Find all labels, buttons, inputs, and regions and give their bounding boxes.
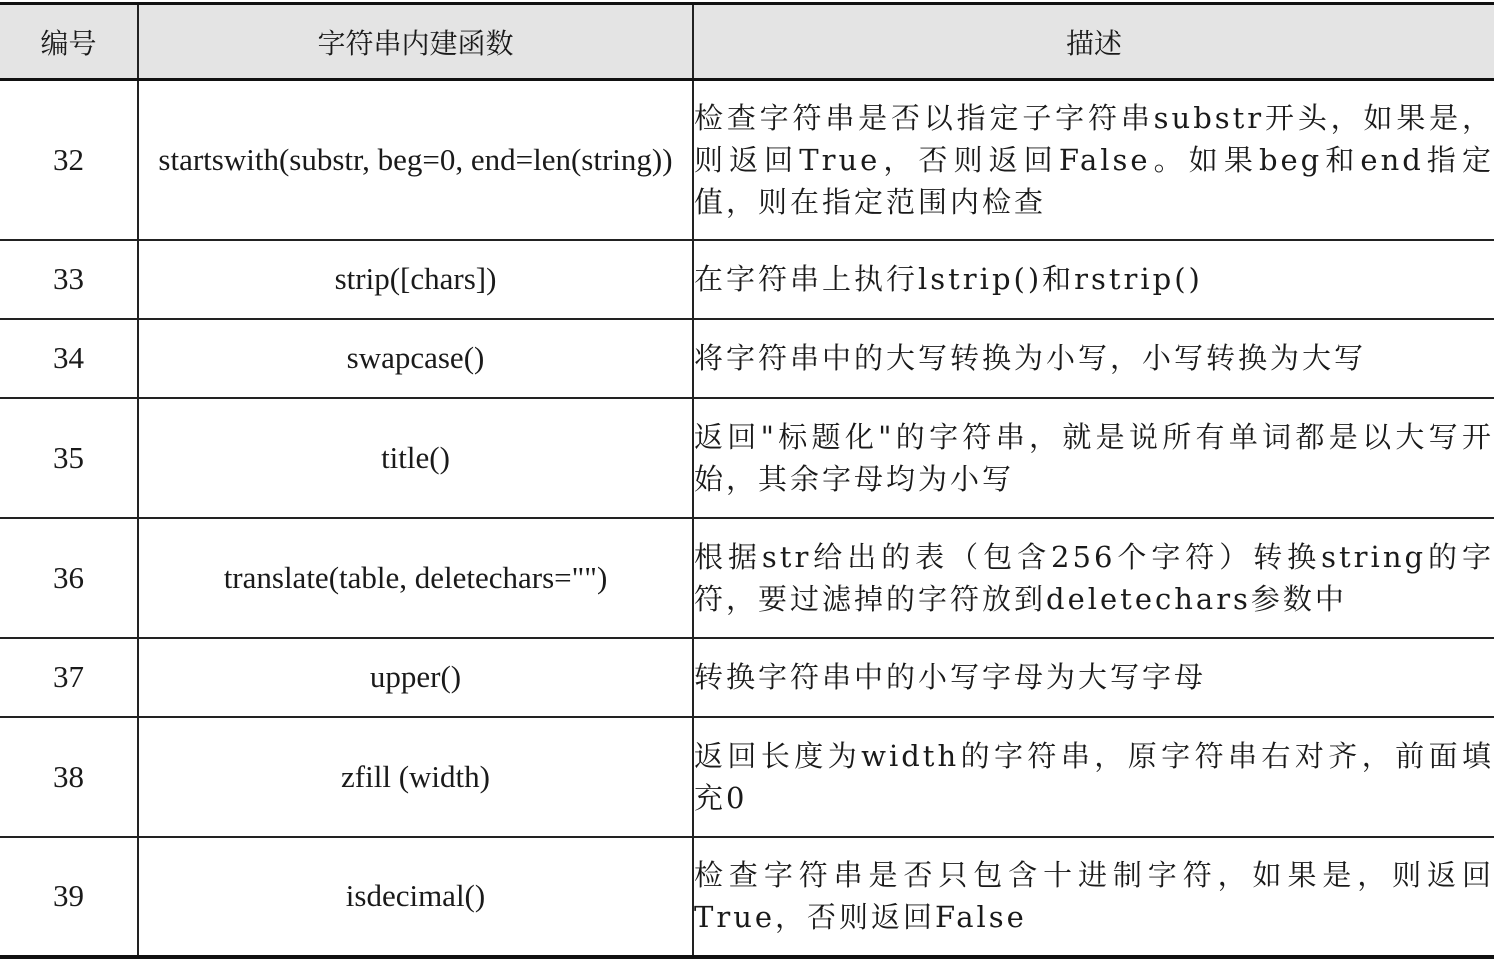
table-row — [0, 80, 1494, 240]
row-number: 38 — [0, 717, 138, 837]
row-function: strip([chars]) — [138, 240, 693, 319]
row-number: 33 — [0, 240, 138, 319]
table-row — [0, 518, 1494, 638]
table-row — [0, 638, 1494, 717]
table-header — [0, 4, 1494, 80]
row-function: zfill (width) — [138, 717, 693, 837]
table-row — [0, 717, 1494, 837]
table-row — [0, 240, 1494, 319]
row-number: 34 — [0, 319, 138, 398]
row-function: upper() — [138, 638, 693, 717]
row-description: 返回长度为width的字符串，原字符串右对齐，前面填充0 — [693, 717, 1494, 837]
header-number: 编号 — [0, 4, 138, 80]
row-number: 35 — [0, 398, 138, 518]
row-number: 36 — [0, 518, 138, 638]
row-description: 返回"标题化"的字符串，就是说所有单词都是以大写开始，其余字母均为小写 — [693, 398, 1494, 518]
row-function: swapcase() — [138, 319, 693, 398]
header-description: 描述 — [693, 4, 1494, 80]
table-body — [0, 80, 1494, 957]
header-row — [0, 4, 1494, 80]
row-function: translate(table, deletechars="") — [138, 518, 693, 638]
table-row — [0, 319, 1494, 398]
row-description: 将字符串中的大写转换为小写，小写转换为大写 — [693, 319, 1494, 398]
row-description: 根据str给出的表（包含256个字符）转换string的字符，要过滤掉的字符放到deletechars参数中 — [693, 518, 1494, 638]
table-row — [0, 398, 1494, 518]
header-function: 字符串内建函数 — [138, 4, 693, 80]
string-functions-table — [0, 2, 1494, 959]
row-description: 检查字符串是否以指定子字符串substr开头，如果是，则返回True，否则返回False。如果beg和end指定值，则在指定范围内检查 — [693, 80, 1494, 240]
table-row — [0, 837, 1494, 957]
row-number: 32 — [0, 80, 138, 240]
row-function: title() — [138, 398, 693, 518]
row-number: 39 — [0, 837, 138, 957]
row-description: 在字符串上执行lstrip()和rstrip() — [693, 240, 1494, 319]
row-number: 37 — [0, 638, 138, 717]
row-description: 检查字符串是否只包含十进制字符，如果是，则返回True，否则返回False — [693, 837, 1494, 957]
row-function: startswith(substr, beg=0, end=len(string)) — [138, 80, 693, 240]
row-description: 转换字符串中的小写字母为大写字母 — [693, 638, 1494, 717]
row-function: isdecimal() — [138, 837, 693, 957]
